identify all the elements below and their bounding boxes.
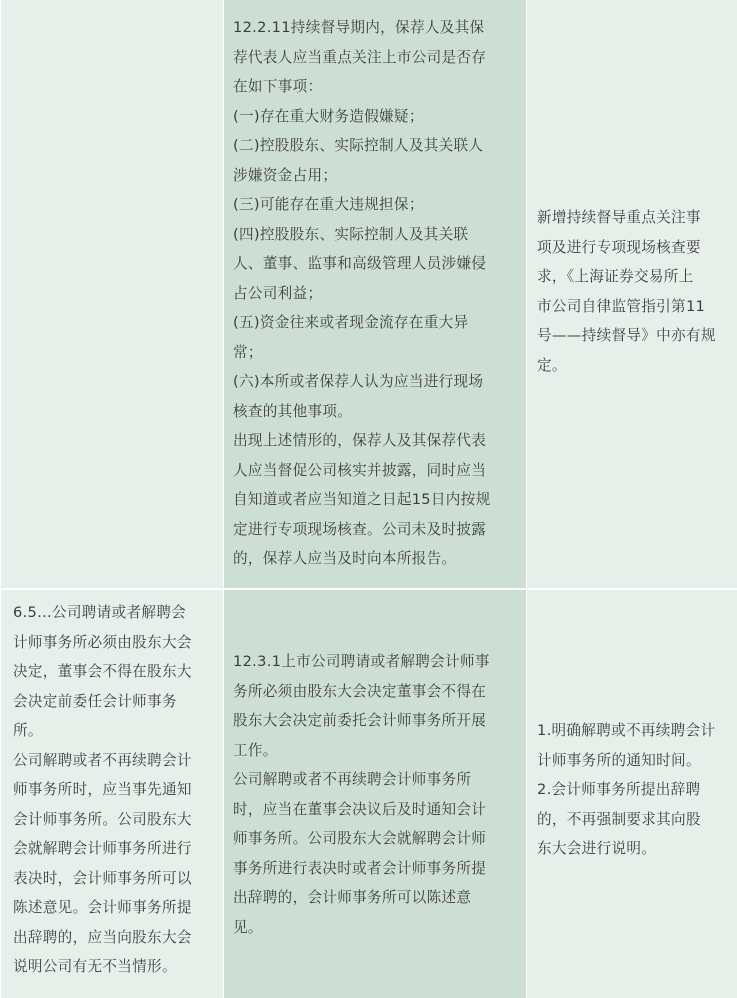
text-line: (三)可能存在重大违规担保； — [233, 196, 424, 213]
row2-middle-cell — [224, 590, 526, 998]
text-line: 6.5…公司聘请或者解聘会 — [13, 604, 187, 621]
text-line: 人应当督促公司核实并披露，同时应当 — [233, 461, 487, 479]
text-line: 涉嫌资金占用； — [233, 166, 338, 184]
text-line: 师事务所。公司股东大会就解聘会计师 — [233, 830, 487, 847]
text-line: 占公司利益； — [233, 284, 323, 302]
text-line: (二)控股股东、实际控制人及其关联人 — [233, 137, 484, 154]
text-line: 号——持续督导》中亦有规 — [537, 327, 716, 344]
text-line: 时，应当在董事会决议后及时通知会计 — [233, 800, 487, 818]
text-line: 荐代表人应当重点关注上市公司是否存 — [233, 48, 487, 66]
text-line: 陈述意见。会计师事务所提 — [13, 899, 192, 916]
text-line: 师事务所时，应当事先通知 — [13, 781, 192, 798]
text-line: 所。 — [13, 722, 43, 739]
row1-right-cell — [527, 0, 737, 588]
text-line: 表决时，会计师事务所可以 — [13, 869, 192, 887]
text-line: 见。 — [233, 918, 263, 936]
row1-left-cell — [1, 0, 223, 588]
text-line: 工作。 — [233, 741, 278, 759]
text-line: (六)本所或者保荐人认为应当进行现场 — [233, 373, 484, 390]
text-line: 会计师事务所。公司股东大 — [13, 810, 192, 828]
text-line: 出辞聘的，应当向股东大会 — [13, 928, 192, 946]
text-line: 2.会计师事务所提出辞聘 — [537, 781, 701, 798]
text-line: 定。 — [537, 356, 567, 374]
text-line: 定进行专项现场核查。公司未及时披露 — [233, 520, 487, 538]
text-line: 的，保荐人应当及时向本所报告。 — [233, 550, 457, 567]
text-line: 股东大会决定前委托会计师事务所开展 — [233, 712, 487, 729]
text-line: 1.明确解聘或不再续聘会计 — [537, 722, 716, 739]
text-line: 会就解聘会计师事务所进行 — [13, 840, 192, 857]
text-line: 市公司自律监管指引第11 — [537, 297, 706, 315]
text-line: 项及进行专项现场核查要 — [537, 238, 701, 256]
text-line: (五)资金往来或者现金流存在重大异 — [233, 314, 469, 331]
text-line: 事务所进行表决时或者会计师事务所提 — [233, 859, 487, 877]
row2-right-cell — [527, 590, 737, 998]
text-line: 人、董事、监事和高级管理人员涉嫌侵 — [233, 255, 487, 272]
text-line: (四)控股股东、实际控制人及其关联 — [233, 225, 469, 243]
text-line: 出辞聘的，会计师事务所可以陈述意 — [233, 889, 472, 906]
text-line: 东大会进行说明。 — [537, 840, 657, 857]
text-line: 12.3.1上市公司聘请或者解聘会计师事 — [233, 653, 490, 670]
text-line: 自知道或者应当知道之日起15日内按规 — [233, 491, 491, 508]
text-line: 在如下事项： — [233, 78, 323, 95]
text-line: 核查的其他事项。 — [233, 402, 353, 420]
text-line: 12.2.11持续督导期内，保荐人及其保 — [233, 19, 485, 36]
row1-middle-cell — [224, 0, 526, 588]
text-line: 新增持续督导重点关注事 — [537, 209, 701, 226]
text-line: 公司解聘或者不再续聘会计 — [13, 751, 192, 769]
text-line: 常； — [233, 343, 263, 361]
text-line: 计师事务所的通知时间。 — [537, 751, 701, 769]
row-divider — [1, 588, 737, 590]
text-line: (一)存在重大财务造假嫌疑； — [233, 107, 424, 125]
text-line: 计师事务所必须由股东大会 — [13, 633, 192, 651]
text-line: 公司解聘或者不再续聘会计师事务所 — [233, 771, 472, 788]
text-line: 决定，董事会不得在股东大 — [13, 663, 192, 680]
text-line: 会决定前委任会计师事务 — [13, 692, 177, 710]
row2-left-cell — [1, 590, 223, 998]
text-line: 出现上述情形的，保荐人及其保荐代表 — [233, 432, 487, 449]
text-line: 说明公司有无不当情形。 — [13, 958, 177, 975]
text-line: 务所必须由股东大会决定董事会不得在 — [233, 682, 487, 700]
text-line: 的，不再强制要求其向股 — [537, 810, 701, 828]
column-divider — [223, 0, 224, 998]
column-divider — [526, 0, 527, 998]
text-line: 求，《上海证券交易所上 — [537, 268, 694, 285]
